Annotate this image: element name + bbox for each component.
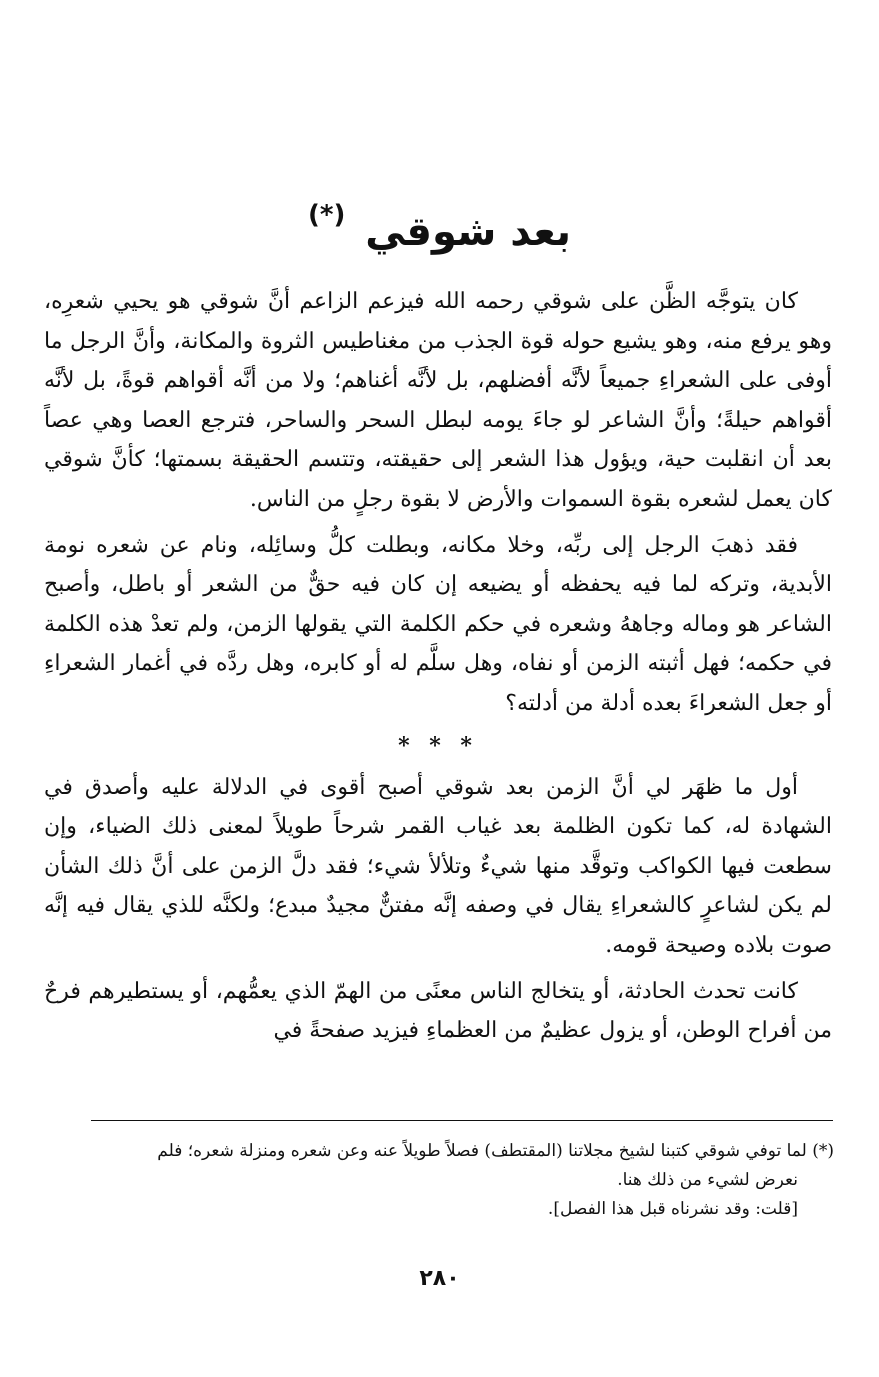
paragraph: فقد ذهبَ الرجل إلى ربِّه، وخلا مكانه، وبطلت كلُّ وسائِله، ونام عن شعره نومة الأبدية، وتركه لما فيه يحفظه أو يضيعه إن كان فيه حقٌّ من الشعر أو باطل، وأصبح الشاعر هو وماله وجاههُ وشعره في حكم الكلمة التي يقولها الزمن، ولم تعدْ هذه الكلمة في حكمه؛ فهل أثبته الزمن أو نفاه، وهل سلَّم له أو كابره، وهل ردَّه في أغمار الشعراءِ أو جعل الشعراءَ بعده أدلة من أدلته؟ bbox=[44, 532, 832, 716]
footnote-divider bbox=[91, 1120, 833, 1121]
paragraph: كانت تحدث الحادثة، أو يتخالج الناس معنًى من الهمّ الذي يعمُّهم، أو يستطيرهم فرحٌ من أفراح الوطن، أو يزول عظيمٌ من العظماءِ فيزيد صفحةً في bbox=[44, 978, 832, 1044]
footnote-line: [قلت: وقد نشرناه قبل هذا الفصل]. bbox=[547, 1199, 798, 1219]
chapter-title-text: بعد شوقي bbox=[365, 209, 571, 255]
paragraph: كان يتوجَّه الظَّن على شوقي رحمه الله فيزعم الزاعم أنَّ شوقي هو يحيي شعرِه، وهو يرفع منه، وهو يشيع حوله قوة الجذب من مغناطيس الثروة والمكانة، وأنَّ الرجل ما أوفى على الشعراءِ جميعاً لأنَّه أفضلهم، بل لأنَّه أغناهم؛ ولا من أنَّه أقواهم قوةً، بل لأنَّه أقواهم حيلةً؛ وأنَّ الشاعر لو جاءَ يومه لبطل السحر والساحر، فترجع العصا وهي عصاً بعد أن انقلبت حية، ويؤول هذا الشعر إلى حقيقته، وتتسم الحقيقة بسمتها؛ كأنَّ شوقي كان يعمل لشعره بقوة السموات والأرض لا بقوة رجلٍ من الناس. bbox=[44, 289, 833, 512]
footnotes bbox=[44, 1137, 834, 1224]
main-text bbox=[44, 282, 832, 1051]
page-number: ٢٨٠ bbox=[419, 1266, 460, 1291]
footnote-line: نعرض لشيء من ذلك هنا. bbox=[617, 1170, 798, 1190]
footnote-line: (*) لما توفي شوقي كتبنا لشيخ مجلاتنا (المقتطف) فصلاً طويلاً عنه وعن شعره ومنزلة شعره؛ فلم bbox=[157, 1141, 834, 1161]
section-separator: * * * bbox=[398, 732, 478, 759]
paragraph: أول ما ظهَر لي أنَّ الزمن بعد شوقي أصبح أقوى في الدلالة عليه وأصدق في الشهادة له، كما تكون الظلمة بعد غياب القمر شرحاً طويلاً لمعنى ذلك الضياء، وإن سطعت فيها الكواكب وتوقَّد منها شيءٌ وتلألأ شيء؛ فقد دلَّ الزمن على أنَّ ذلك الشأن لم يكن لشاعرٍ كالشعراءِ يقال في وصفه إنَّه مفتنٌّ مجيدٌ مبدع؛ ولكنَّه للذي يقال فيه إنَّه صوت بلاده وصيحة قومه. bbox=[44, 774, 832, 958]
chapter-title bbox=[0, 180, 879, 267]
footnote-marker: (*) bbox=[307, 200, 346, 230]
